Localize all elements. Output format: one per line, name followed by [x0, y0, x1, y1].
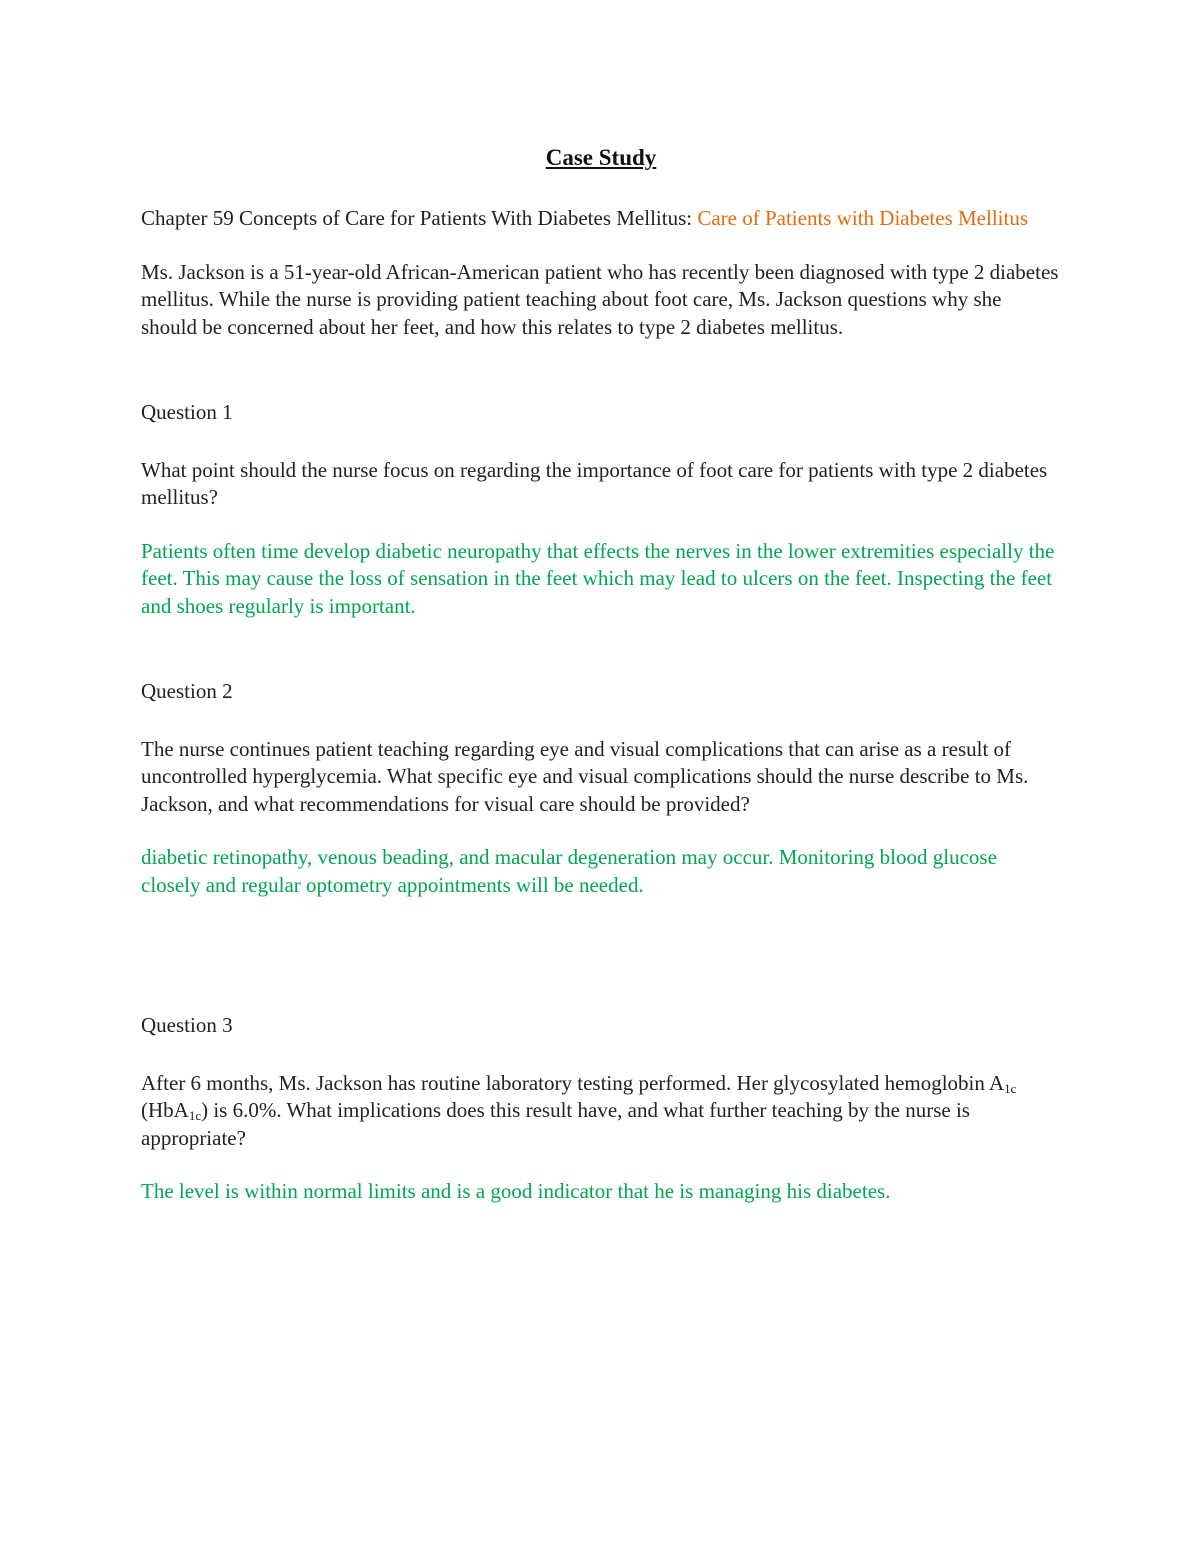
question-2-answer: diabetic retinopathy, venous beading, and macular degeneration may occur. Monitoring blood glucose closely and regular optometry appointments will be needed. — [141, 845, 997, 897]
question-3-answer: The level is within normal limits and is a good indicator that he is managing his diabetes. — [141, 1179, 891, 1203]
subscript-1c: 1c — [1004, 1080, 1017, 1096]
question-1-answer: Patients often time develop diabetic neuropathy that effects the nerves in the lower extremities especially the feet. This may cause the loss of sensation in the feet which may lead to ulcers on the feet. Inspecting the feet and shoes regularly is important. — [141, 538, 1055, 618]
question-3-prompt-part-1: After 6 months, Ms. Jackson has routine laboratory testing performed. Her glycosylated hemoglobin A — [141, 1070, 1005, 1095]
question-3-heading: Question 3 — [141, 1013, 233, 1037]
question-3-prompt-part-2: (HbA — [141, 1098, 189, 1122]
question-1-prompt: What point should the nurse focus on regarding the importance of foot care for patients with type 2 diabetes mellitus? — [141, 457, 1048, 509]
chapter-highlight: Care of Patients with Diabetes Mellitus — [697, 206, 1029, 230]
chapter-prefix: Chapter 59 Concepts of Care for Patients With Diabetes Mellitus: — [141, 206, 698, 230]
subscript-1c: 1c — [188, 1108, 202, 1123]
question-3-prompt — [141, 1070, 1061, 1153]
document-body — [141, 140, 1061, 1206]
question-1-heading: Question 1 — [141, 400, 233, 424]
page-title: Case Study — [545, 145, 657, 170]
chapter-line — [141, 205, 1061, 233]
question-2-prompt: The nurse continues patient teaching regarding eye and visual complications that can arise as a result of uncontrolled hyperglycemia. What specific eye and visual complications should the nurse describe to Ms. Jackson, and what recommendations for visual care should be provided? — [141, 736, 1029, 816]
question-2-heading: Question 2 — [141, 679, 233, 703]
scenario-paragraph: Ms. Jackson is a 51-year-old African-American patient who has recently been diagnosed with type 2 diabetes mellitus. While the nurse is providing patient teaching about foot care, Ms. Jackson questions why she should be concerned about her feet, and how this relates to type 2 diabetes mellitus. — [141, 259, 1059, 339]
question-3-prompt-part-3: ) is 6.0%. What implications does this result have, and what further teaching by the nurse is appropriate? — [141, 1098, 970, 1150]
